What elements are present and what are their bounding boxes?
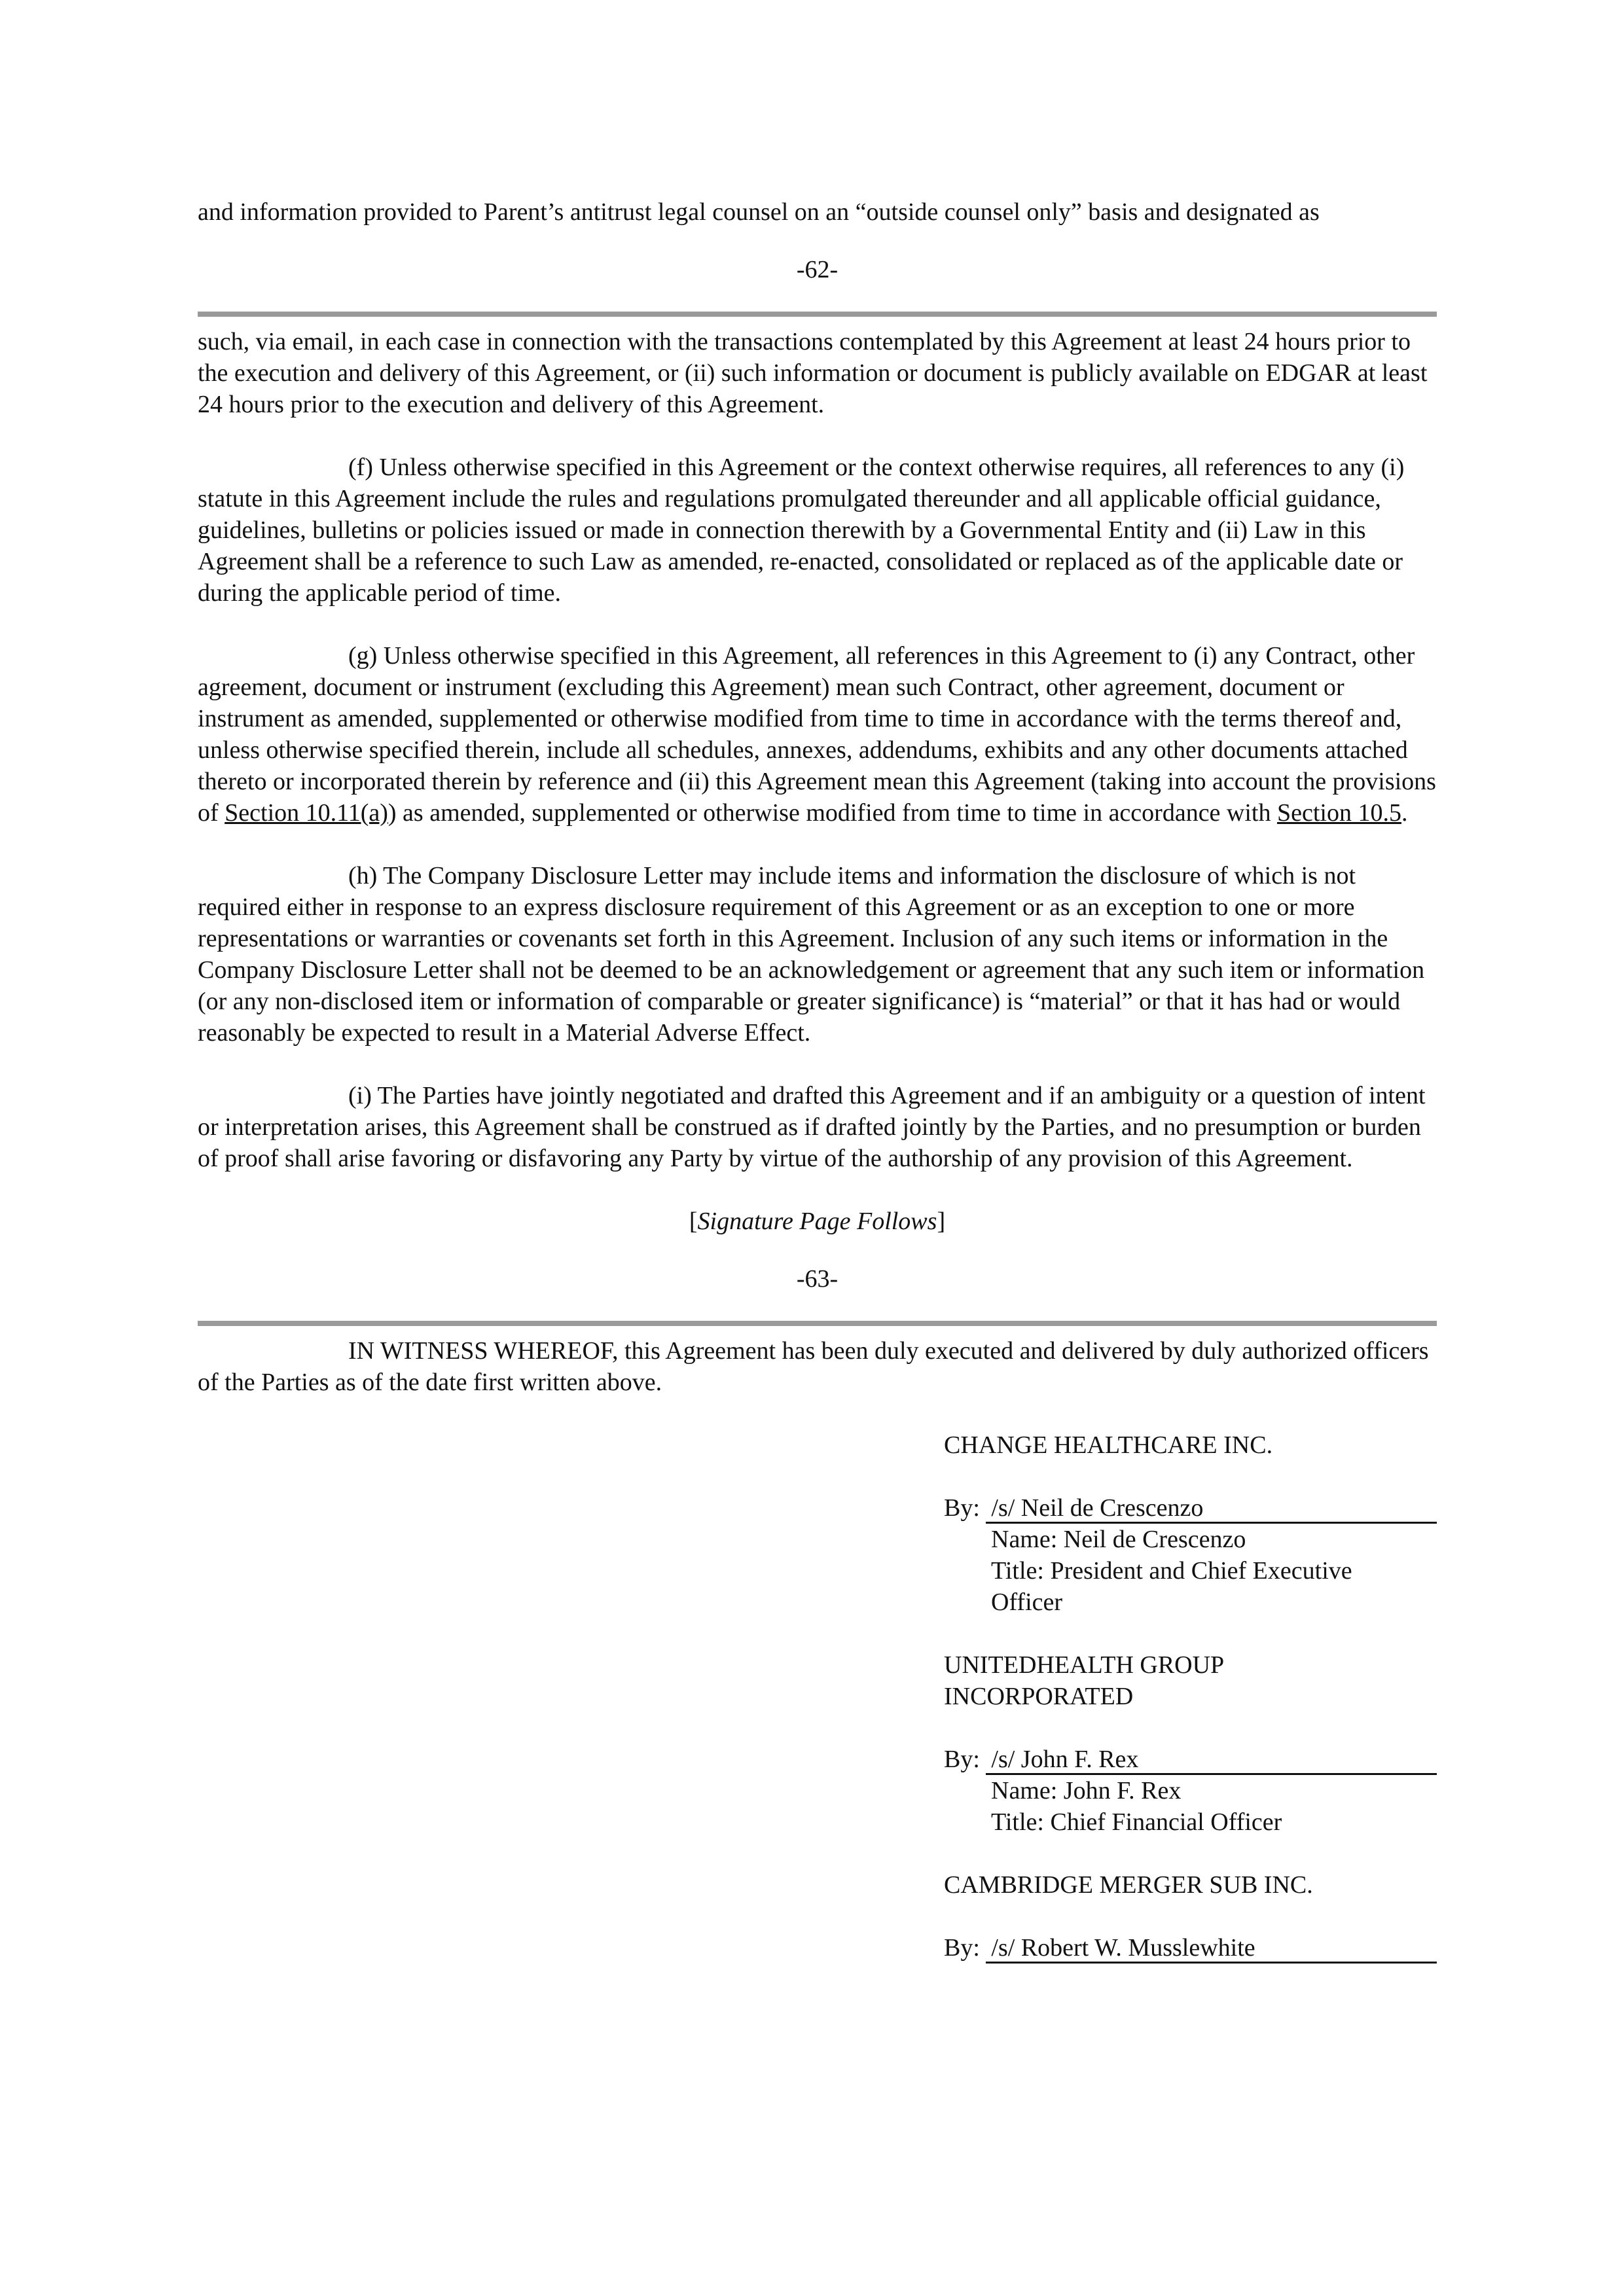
signature-block-cambridge-merger-sub <box>944 1869 1437 1964</box>
witness-clause: IN WITNESS WHEREOF, this Agreement has been duly executed and delivered by duly authorized officers of the Parties as of the date first written above. <box>198 1337 1429 1396</box>
signer-title: Title: President and Chief Executive Officer <box>991 1557 1352 1616</box>
page-number: -62- <box>796 256 839 283</box>
section-reference-link[interactable]: Section 10.5 <box>1276 799 1401 827</box>
paragraph-g-text-1: (g) Unless otherwise specified in this Agreement, all references in this Agreement to (i) any Contract, other agreement, document or instrument (excluding this Agreement) mean such Contract, other agreement, document or instrument as amended, supplemented or otherwise modified from time to time in accordance with the terms thereof and, unless otherwise specified therein, include all schedules, annexes, addendums, exhibits and any other documents attached thereto or incorporated therein by reference and (ii) this Agreement mean this Agreement (taking into account the provisions of <box>198 642 1436 827</box>
section-reference-link[interactable]: Section 10.11(a) <box>225 799 388 827</box>
signer-name: Name: Neil de Crescenzo <box>991 1526 1246 1553</box>
continuation-text-page-62: and information provided to Parent’s antitrust legal counsel on an “outside counsel only” basis and designated as <box>198 198 1320 226</box>
signature-blocks <box>944 1429 1437 1964</box>
page-divider <box>198 1321 1437 1326</box>
signature-line <box>944 1932 1437 1964</box>
signature-block-unitedhealth <box>944 1649 1437 1838</box>
by-label: By: <box>944 1746 986 1773</box>
signer-title: Title: Chief Financial Officer <box>991 1808 1282 1836</box>
paragraph-f: (f) Unless otherwise specified in this Agreement or the context otherwise requires, all references to any (i) statute in this Agreement include the rules and regulations promulgated thereunder and all applicable official guidance, guidelines, bulletins or policies issued or made in connection therewith by a Governmental Entity and (ii) Law in this Agreement shall be a reference to such Law as amended, re-enacted, consolidated or replaced as of the applicable date or during the applicable period of time. <box>198 454 1405 607</box>
paragraph-i: (i) The Parties have jointly negotiated and drafted this Agreement and if an ambiguity or a question of intent or interpretation arises, this Agreement shall be construed as if drafted jointly by the Parties, and no presumption or burden of proof shall arise favoring or disfavoring any Party by virtue of the authorship of any provision of this Agreement. <box>198 1082 1426 1172</box>
document-page <box>198 196 1437 1964</box>
signature-value: /s/ John F. Rex <box>986 1744 1437 1775</box>
signature-value: /s/ Neil de Crescenzo <box>986 1492 1437 1524</box>
paragraph-h: (h) The Company Disclosure Letter may include items and information the disclosure of which is not required either in response to an express disclosure requirement of this Agreement or as an exception to one or more representations or warranties or covenants set forth in this Agreement. Inclusion of any such items or information in the Company Disclosure Letter shall not be deemed to be an acknowledgement or agreement that any such item or information (or any non-disclosed item or information of comparable or greater significance) is “material” or that it has had or would reasonably be expected to result in a Material Adverse Effect. <box>198 862 1425 1047</box>
entity-name: CAMBRIDGE MERGER SUB INC. <box>944 1871 1313 1899</box>
signature-line <box>944 1492 1437 1524</box>
page-number: -63- <box>796 1265 839 1293</box>
signature-value: /s/ Robert W. Musslewhite <box>986 1932 1437 1964</box>
by-label: By: <box>944 1494 986 1522</box>
bracket-close: ] <box>937 1208 946 1235</box>
signature-page-follows-text: Signature Page Follows <box>697 1208 937 1235</box>
paragraph-g-text-2: ) as amended, supplemented or otherwise modified from time to time in accordance with <box>388 799 1277 827</box>
paragraph-g-text-3: . <box>1401 799 1408 827</box>
continuation-text-page-63: such, via email, in each case in connection with the transactions contemplated by this Agreement at least 24 hours prior to the execution and delivery of this Agreement, or (ii) such information or document is publicly available on EDGAR at least 24 hours prior to the execution and delivery of this Agreement. <box>198 328 1428 418</box>
page-divider <box>198 312 1437 317</box>
entity-name: UNITEDHEALTH GROUP INCORPORATED <box>944 1651 1223 1710</box>
by-label: By: <box>944 1934 986 1962</box>
signature-block-change-healthcare <box>944 1429 1437 1618</box>
signature-page-follows <box>198 1206 1437 1237</box>
bracket-open: [ <box>689 1208 698 1235</box>
signer-name: Name: John F. Rex <box>991 1777 1182 1804</box>
entity-name: CHANGE HEALTHCARE INC. <box>944 1431 1273 1459</box>
signature-line <box>944 1744 1437 1775</box>
paragraph-g <box>198 640 1437 829</box>
